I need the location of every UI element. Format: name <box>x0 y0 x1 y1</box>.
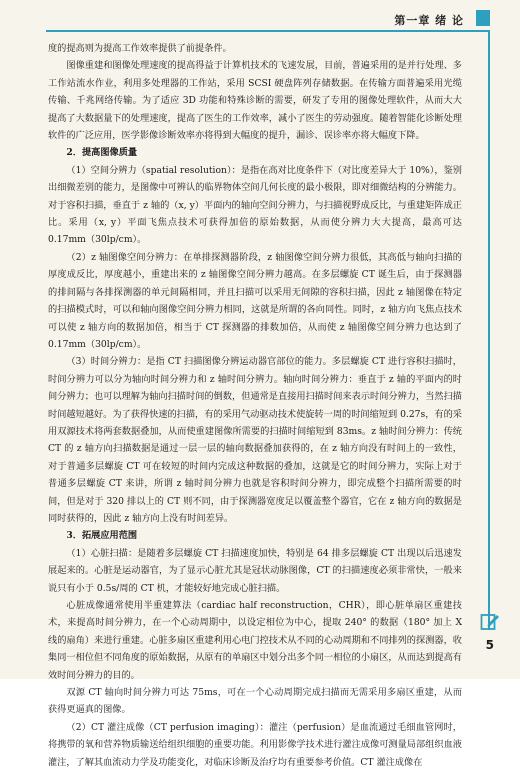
paragraph-2: （1）空间分辨力（spatial resolution）：是指在高对比度条件下（对比度差异大于 10%），鉴别出细微差别的能力，是图像中可辨认的临界物体空间几何长度的最小极限，即对细微结构的分辨能力。对于容积扫描，垂直于 z 轴的（x, y）平面内的轴向空间分辨力，与扫描视野成反比，与重建矩阵成正比。采用（x, y）平面飞焦点技术可获得加倍的原始数据，从而使分辨力大大提高，最高可达 0.17mm（30lp/cm）。 <box>48 164 462 246</box>
header-rule <box>46 30 490 32</box>
section-heading-3: 3．拓展应用范围 <box>66 530 138 542</box>
side-rule <box>488 30 490 630</box>
header-color-tab <box>476 10 490 26</box>
paragraph-3: （2）z 轴图像空间分辨力：在单排探测器阶段，z 轴图像空间分辨力很低，其高低与轴向扫描的厚度成反比，厚度越小，重建出来的 z 轴图像空间分辨力越高。在多层螺旋 CT 诞生后，由于探测器的排间隔与各排探测器的单元间隔相同，并且扫描可以采用无间隙的容积扫描，因此 z 轴图像在特定的扫描模式时，可以和轴向图像空间分辨力相同，这就是所谓的各向同性。同时，z 轴方向飞焦点技术可以使 z 轴方向的数据加倍，相当于 CT 探测器的排数加倍，从而使 z 轴图像空间分辨力也达到了 0.17mm（30lp/cm）。 <box>48 251 462 350</box>
page-number: 5 <box>485 638 494 652</box>
body-text <box>48 40 462 771</box>
paragraph-5: （1）心脏扫描：是随着多层螺旋 CT 扫描速度加快，特别是 64 排多层螺旋 CT 出现以后迅速发展起来的。心脏是运动器官，为了显示心脏尤其是冠状动脉图像，CT 的扫描速度必须非常快，一般来说只有小于 0.5s/周的 CT 机，才能较好地完成心脏扫描。 <box>48 547 462 594</box>
chapter-title: 第一章 绪 论 <box>394 14 464 27</box>
paragraph-8: （2）CT 灌注成像（CT perfusion imaging）：灌注（perfusion）是血流通过毛细血管网时，将携带的氧和营养物质输送给组织细胞的重要功能。利用影像学技术进行灌注成像可测量局部组织血液灌注，了解其血流动力学及功能变化，对临床诊断及治疗均有重要参考价值。CT 灌注成像在 <box>48 721 462 768</box>
paragraph-0: 度的提高则为提高工作效率提供了前提条件。 <box>48 43 232 54</box>
paragraph-7: 双源 CT 轴向时间分辨力可达 75ms，可在一个心动周期完成扫描而无需采用多扇区重建，从而获得更逼真的图像。 <box>48 687 462 716</box>
edit-note-icon <box>480 612 500 632</box>
paragraph-1: 图像重建和图像处理速度的提高得益于计算机技术的飞速发展，目前，普遍采用的是并行处理、多工作站流水作业，利用多处理器的工作站，采用 SCSI 硬盘阵列存储数据。在传输方面普遍采用光缆传输、千兆网络传输。为了适应 3D 功能和特殊诊断的需要，研发了专用的图像处理软件，从而大大提高了大数据量下的处理速度，提高了医生的工作效率，减小了医生的劳动强度。随着智能化诊断处理软件的广泛应用，医学影像诊断效率亦将得到大幅度的提升，漏诊、误诊率亦将大幅度下降。 <box>48 60 462 142</box>
page-header <box>0 0 520 36</box>
section-heading-2: 2．提高图像质量 <box>66 147 138 159</box>
paragraph-6: 心脏成像通常使用半重建算法（cardiac half reconstruction，CHR），即心脏单扇区重建技术，来提高时间分辨力，在一个心动周期中，以设定相位为中心，提取 240° 的数据（180° 加上 X 线的扇角）来进行重建。心脏多扇区重建利用心电门控技术从不同的心动周期和不同排列的探测器，收集同一相位但不同角度的原始数据，从原有的单扇区中划分出多个同一相位的小扇区，从而达到提高有效时间分辨力的目的。 <box>48 600 462 681</box>
paragraph-4: （3）时间分辨力：是指 CT 扫描图像分辨运动器官部位的能力。多层螺旋 CT 进行容积扫描时，时间分辨力可以分为轴向时间分辨力和 z 轴时间分辨力。轴向时间分辨力：垂直于 z 轴的平面内的时间分辨力；也可以理解为轴向扫描时间的倒数，但通常是直接用扫描时间来表示时间分辨力，当然扫描时间越短越好。为了获得快速的扫描，有的采用气动驱动技术使旋转一周的时间缩短到 0.27s，有的采用双源技术将两套数据叠加，从而使重建图像所需要的扫描时间缩短到 83ms。z 轴时间分辨力：传统 CT 的 z 轴方向扫描数据是通过一层一层的轴向数据叠加获得的，在 z 轴方向没有时间上的一致性，对于普通多层螺旋 CT 可在较短的时间内完成这种数据的叠加，这就是它的时间分辨力，实际上对于普通多层螺旋 CT 来讲，所谓 z 轴时间分辨力也就是容积时间分辨力，即完成整个扫描所需要的时间，但是对于 320 排以上的 CT 则不同，由于探测器宽度足以覆盖整个器官，它在 z 轴方向的数据是同时获得的，因此 z 轴方向上没有时间差异。 <box>48 356 462 524</box>
